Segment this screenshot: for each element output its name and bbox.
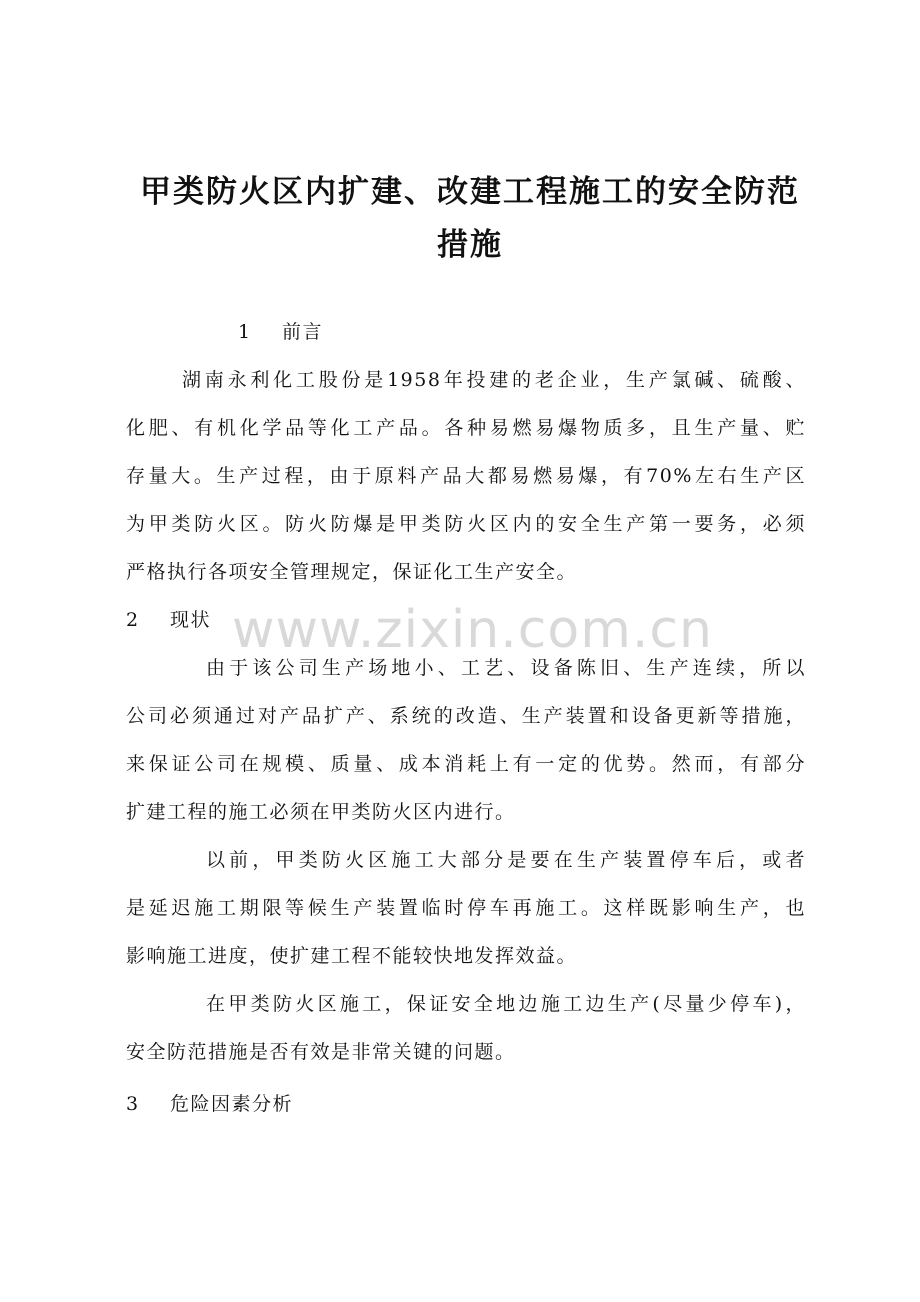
paragraph-line: 严格执行各项安全管理规定，保证化工生产安全。 xyxy=(126,561,578,583)
paragraph-line: 以前，甲类防火区施工大部分是要在生产装置停车后，或者 xyxy=(206,849,806,871)
paragraph-line: 来保证公司在规模、质量、成本消耗上有一定的优势。然而，有部分 xyxy=(126,753,806,775)
paragraph-safety-key xyxy=(126,980,806,1076)
section-number: 3 xyxy=(126,1093,140,1115)
paragraph-line: 是延迟施工期限等候生产装置临时停车再施工。这样既影响生产，也 xyxy=(126,897,806,919)
section-title: 危险因素分析 xyxy=(170,1093,294,1115)
paragraph-line: 安全防范措施是否有效是非常关键的问题。 xyxy=(126,1041,516,1063)
paragraph-line: 为甲类防火区。防火防爆是甲类防火区内的安全生产第一要务，必须 xyxy=(126,513,806,535)
page-title-line-2: 措施 xyxy=(437,227,503,263)
section-number: 1 xyxy=(238,321,252,343)
paragraph-line: 化肥、有机化学品等化工产品。各种易燃易爆物质多，且生产量、贮 xyxy=(126,417,806,439)
section-heading-3 xyxy=(126,1092,293,1116)
paragraph-line: 在甲类防火区施工，保证安全地边施工边生产(尽量少停车)， xyxy=(206,993,806,1015)
section-title: 现状 xyxy=(170,609,212,631)
paragraph-line: 扩建工程的施工必须在甲类防火区内进行。 xyxy=(126,801,516,823)
paragraph-previous-practice xyxy=(126,836,806,980)
section-number: 2 xyxy=(126,609,140,631)
section-heading-2 xyxy=(126,608,211,632)
paragraph-status xyxy=(126,644,806,836)
section-heading-1 xyxy=(238,320,323,344)
section-title: 前言 xyxy=(282,321,324,343)
paragraph-line: 存量大。生产过程，由于原料产品大都易燃易爆，有70%左右生产区 xyxy=(126,465,806,487)
paragraph-line: 公司必须通过对产品扩产、系统的改造、生产装置和设备更新等措施， xyxy=(126,705,806,727)
paragraph-line: 影响施工进度，使扩建工程不能较快地发挥效益。 xyxy=(126,945,578,967)
page-title-line-1: 甲类防火区内扩建、改建工程施工的安全防范 xyxy=(140,174,800,210)
paragraph-line: 由于该公司生产场地小、工艺、设备陈旧、生产连续，所以 xyxy=(206,657,806,679)
paragraph-line: 湖南永利化工股份是1958年投建的老企业，生产氯碱、硫酸、 xyxy=(182,369,806,391)
watermark: www.zixin.com.cn xyxy=(232,600,713,660)
paragraph-intro xyxy=(126,356,806,596)
